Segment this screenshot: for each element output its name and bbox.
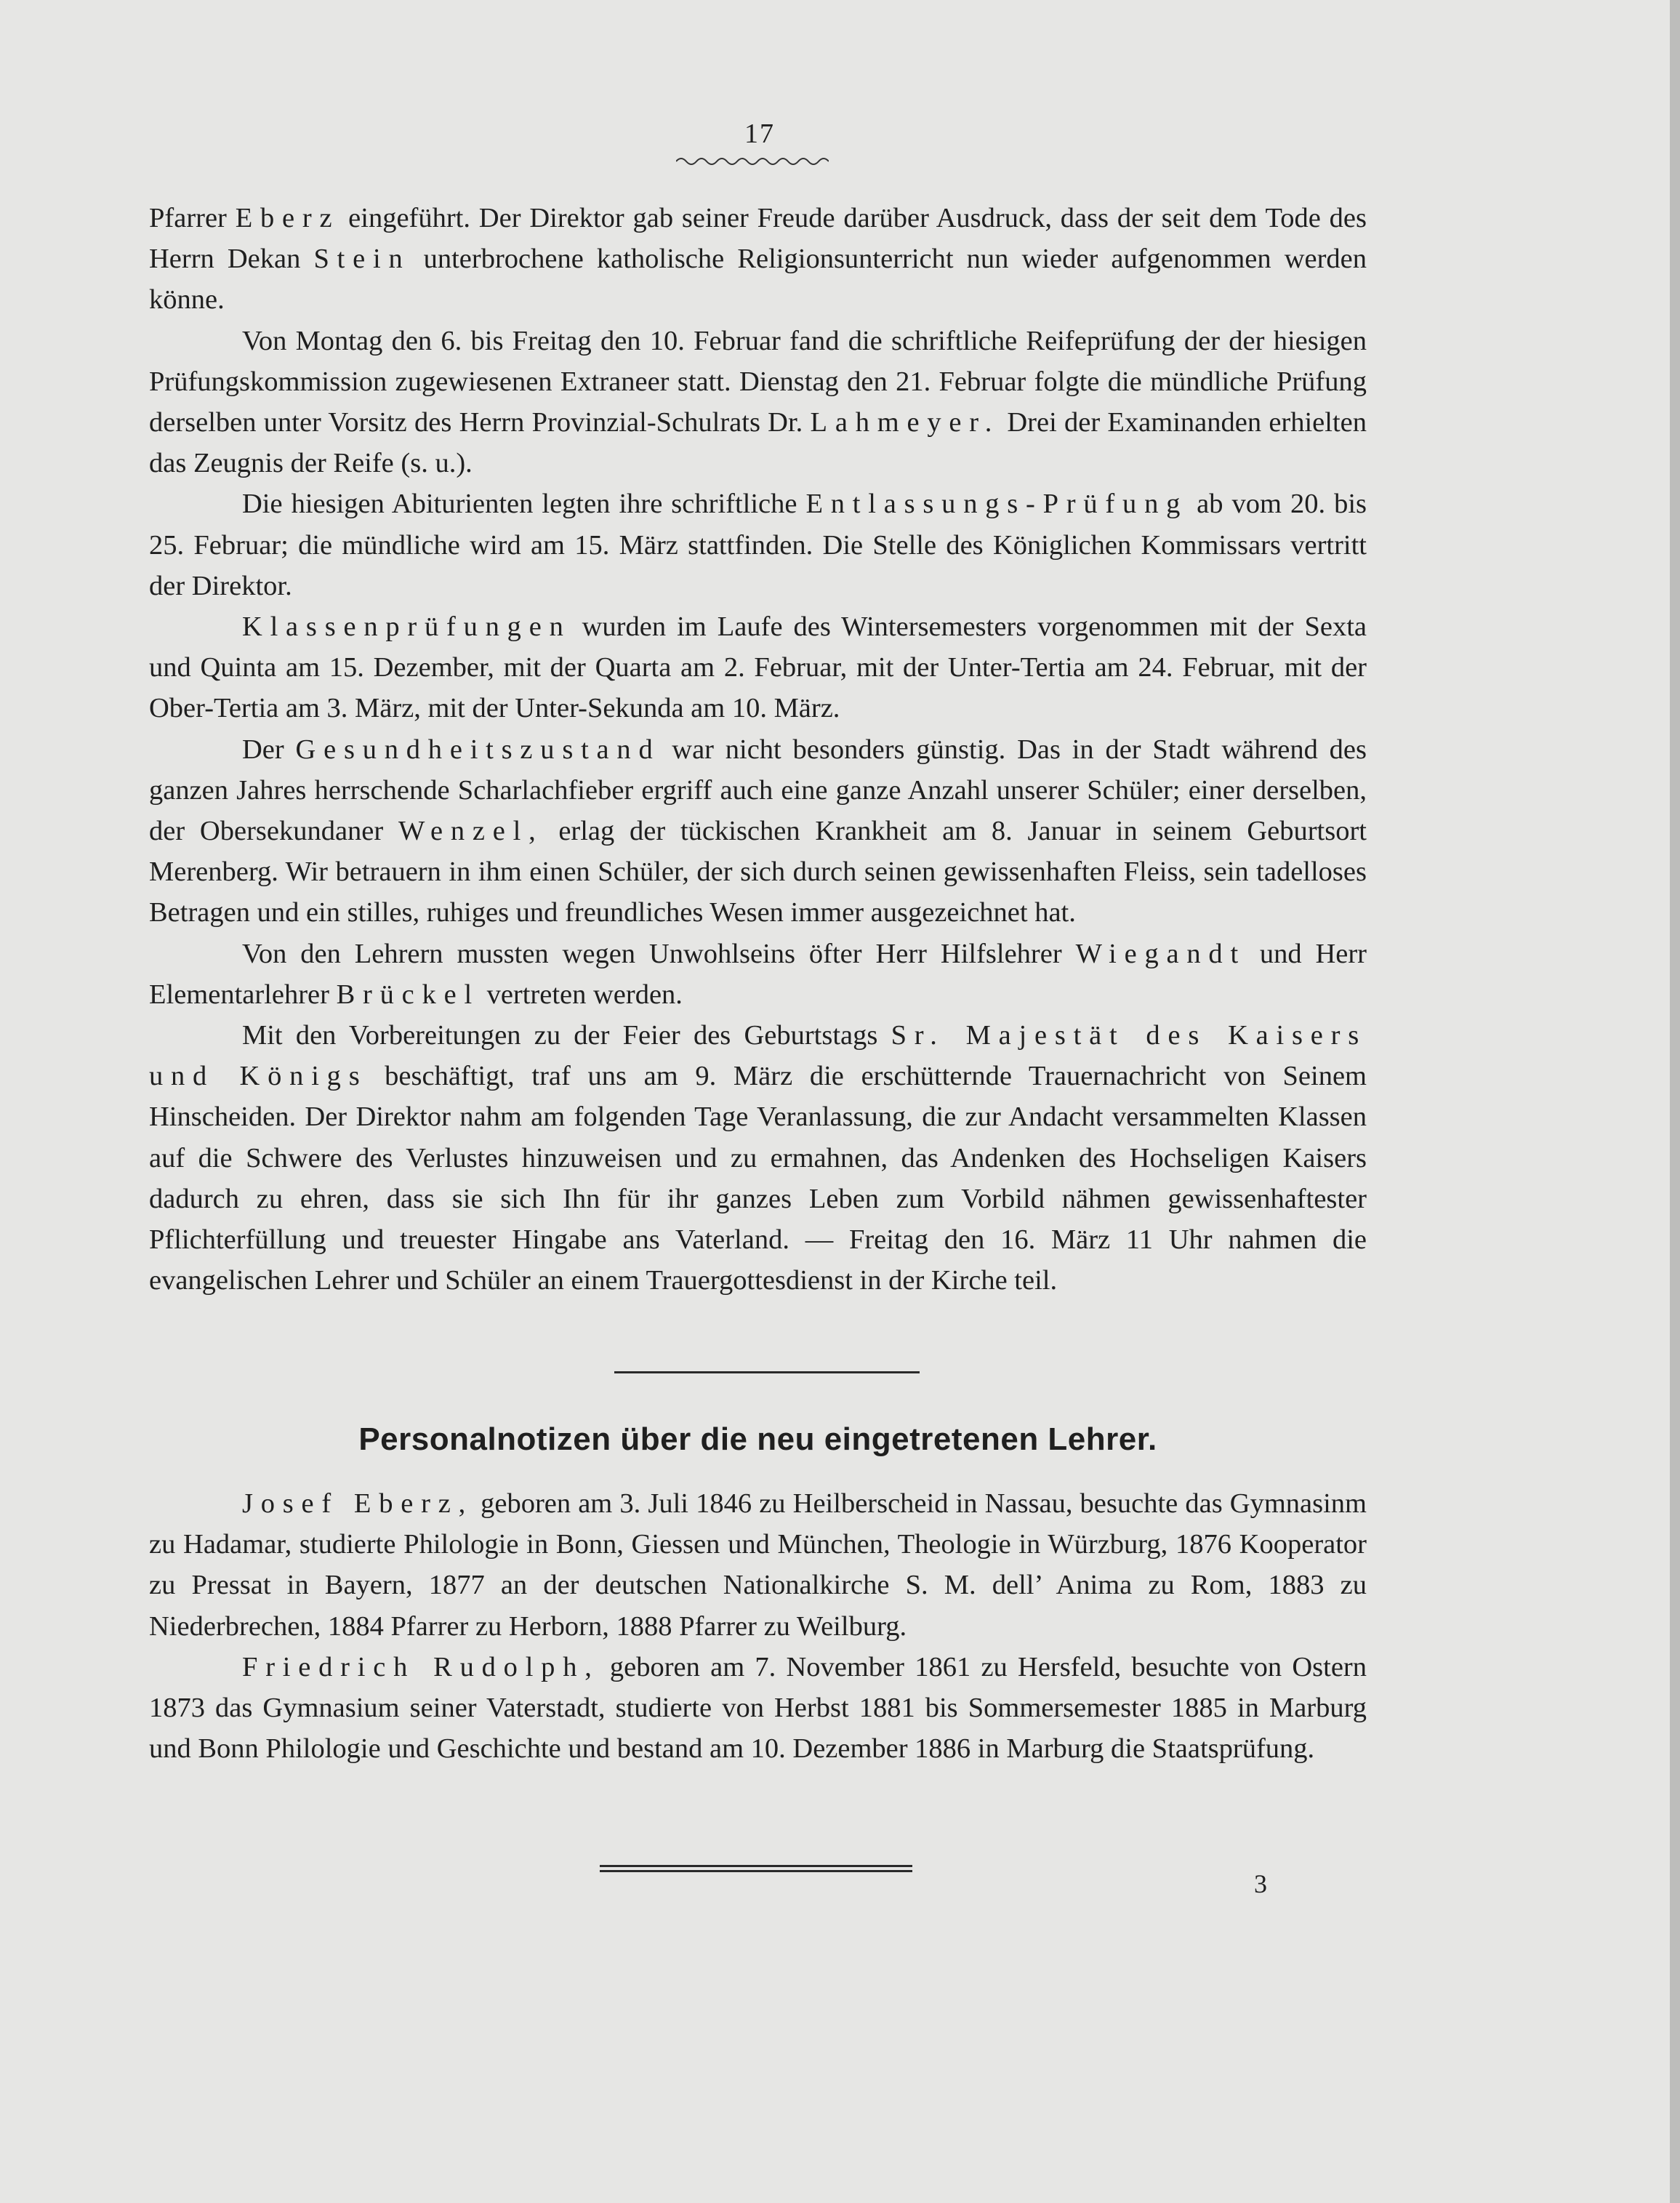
body-text — [149, 198, 1367, 1301]
text-run: erlag der tückischen Krankheit am 8. Januar in seinem Geburtsort Merenberg. Wir betrauern in ihm einen Schüler, der sich durch seinen gewissenhaften Fleiss, sein tadelloses Betragen und ein stilles, ruhiges und freundliches Wesen immer ausgezeichnet hat. — [149, 816, 1367, 928]
personnel-notes — [149, 1483, 1367, 1769]
emphasized-text: Brückel — [336, 979, 480, 1010]
paragraph — [149, 198, 1367, 321]
text-run: und Herr Elementarlehrer — [149, 938, 1367, 1010]
paragraph — [149, 1015, 1367, 1301]
text-run: geboren am 7. November 1861 zu Hersfeld, besuchte von Ostern 1873 das Gymnasium seiner Vaterstadt, studierte von Herbst 1881 bis Sommersemester 1885 in Marburg und Bonn Philologie und Geschichte und bestand am 10. Dezember 1886 in Marburg die Staatsprüfung. — [149, 1651, 1367, 1765]
text-run: ab vom 20. bis 25. Februar; die mündliche wird am 15. März stattfinden. Die Stelle des Königlichen Kommissars vertritt der Direktor. — [149, 489, 1367, 601]
section-divider — [614, 1371, 920, 1373]
paragraph — [149, 729, 1367, 934]
text-run: eingeführt. Der Direktor gab seiner Freude darüber Ausdruck, dass der seit dem Tode des Herrn Dekan — [149, 203, 1367, 275]
emphasized-text: Eberz — [235, 203, 340, 233]
paragraph — [149, 483, 1367, 606]
emphasized-text: Wenzel, — [398, 816, 544, 847]
text-run: Der — [242, 734, 296, 765]
page-number-ornament — [676, 154, 829, 169]
text-run: war nicht besonders günstig. Das in der Stadt während des ganzen Jahres herrschende Scharlachfieber ergriff auch eine ganze Anzahl unserer Schüler; einer derselben, der Obersekundaner — [149, 734, 1367, 847]
text-run: unterbrochene katholische Religionsunterricht nun wieder aufgenommen werden könne. — [149, 244, 1367, 316]
text-run: geboren am 3. Juli 1846 zu Heilberscheid in Nassau, besuchte das Gymnasinm zu Hadamar, studierte Philologie in Bonn, Giessen und München, Theologie in Würzburg, 1876 Kooperator zu Pressat in Bayern, 1877 an der deutschen Nationalkirche S. M. dell’ Anima zu Rom, 1883 zu Niederbrechen, 1884 Pfarrer zu Herborn, 1888 Pfarrer zu Weilburg. — [149, 1488, 1367, 1642]
paragraph — [149, 321, 1367, 484]
closing-double-rule — [600, 1865, 912, 1874]
signature-mark: 3 — [1254, 1869, 1267, 1898]
page-number: 17 — [744, 119, 775, 149]
text-run: Pfarrer — [149, 203, 236, 233]
personnel-note — [149, 1483, 1367, 1647]
text-run: vertreten werden. — [479, 979, 683, 1010]
text-run: Von den Lehrern mussten wegen Unwohlseins öfter Herr Hilfslehrer — [242, 938, 1076, 969]
emphasized-text: Sr. Majestät des Kaisers und Königs — [149, 1020, 1367, 1092]
personnel-note — [149, 1647, 1367, 1770]
text-run: wurden im Laufe des Wintersemesters vorgenommen mit der Sexta und Quinta am 15. Dezember, mit der Quarta am 2. Februar, mit der Unter-Tertia am 24. Februar, mit der Ober-Tertia am 3. März, mit der Unter-Sekunda am 10. März. — [149, 611, 1367, 724]
emphasized-text: Friedrich Rudolph, — [242, 1651, 600, 1682]
page-edge — [1670, 0, 1680, 2203]
paragraph — [149, 934, 1367, 1015]
emphasized-text: Gesundheitszustand — [295, 734, 661, 765]
emphasized-text: Josef Eberz, — [242, 1488, 473, 1519]
text-run: Von Montag den 6. bis Freitag den 10. Februar fand die schriftliche Reifeprüfung der der hiesigen Prüfungskommission zugewiesenen Extraneer statt. Dienstag den 21. Februar folgte die mündliche Prüfung derselben unter Vorsitz des Herrn Provinzial-Schulrats Dr. — [149, 325, 1367, 438]
text-run: beschäftigt, traf uns am 9. März die erschütternde Trauernachricht von Seinem Hinscheiden. Der Direktor nahm am folgenden Tage Veranlassung, die zur Andacht versammelten Klassen auf die Schwere des Verlustes hinzuweisen und zu ermahnen, das Andenken des Hochseligen Kaisers dadurch zu ehren, dass sie sich Ihn für ihr ganzes Leben zum Vorbild nähmen gewissenhaftester Pflichterfüllung und treuester Hingabe ans Vaterland. — Freitag den 16. März 11 Uhr nahmen die evangelischen Lehrer und Schüler an einem Trauergottesdienst in der Kirche teil. — [149, 1061, 1367, 1296]
section-title: Personalnotizen über die neu eingetretenen Lehrer. — [358, 1421, 1157, 1457]
text-run: Drei der Examinanden erhielten das Zeugnis der Reife (s. u.). — [149, 407, 1367, 479]
text-run: Die hiesigen Abiturienten legten ihre schriftliche — [242, 489, 806, 520]
paragraph — [149, 606, 1367, 729]
emphasized-text: Entlassungs-Prüfung — [805, 489, 1189, 520]
emphasized-text: Lahmeyer. — [810, 407, 1000, 438]
emphasized-text: Stein — [313, 244, 411, 275]
text-run: Mit den Vorbereitungen zu der Feier des Geburtstags — [242, 1020, 891, 1051]
emphasized-text: Klassenprüfungen — [242, 611, 571, 643]
emphasized-text: Wiegandt — [1075, 938, 1246, 969]
